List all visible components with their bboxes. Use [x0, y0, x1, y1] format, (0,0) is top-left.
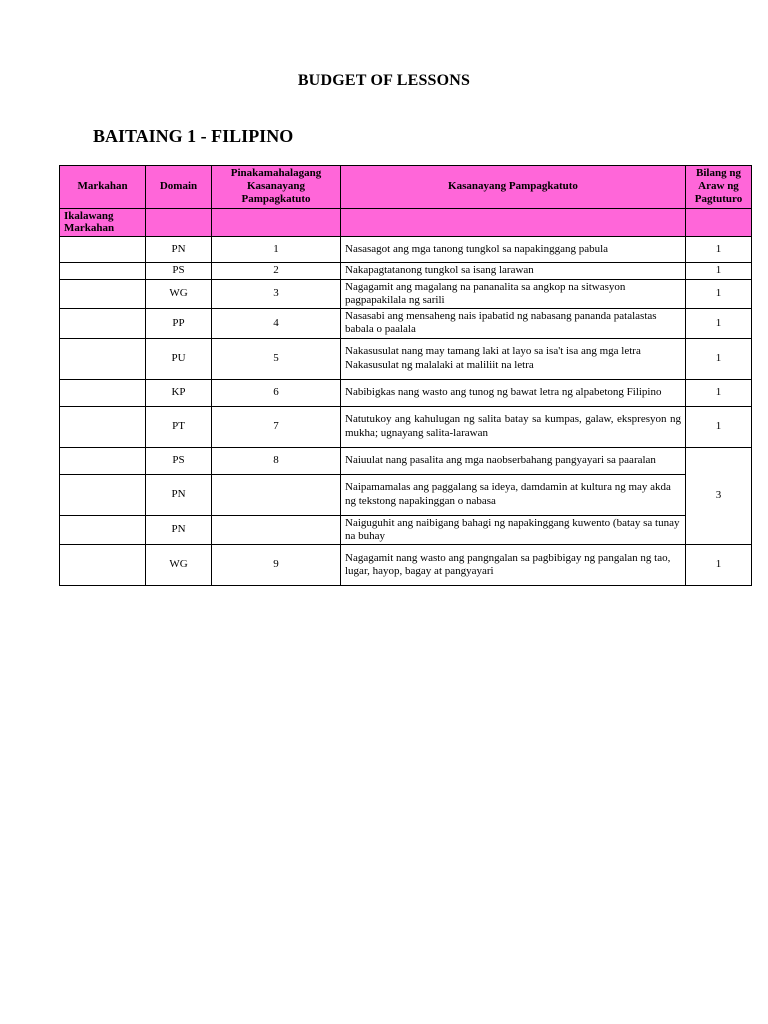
- number-cell: 6: [212, 379, 341, 406]
- quarter-empty-cell: [341, 208, 686, 236]
- number-cell: 1: [212, 236, 341, 262]
- quarter-empty-cell: [146, 208, 212, 236]
- domain-cell: PN: [146, 474, 212, 515]
- markahan-cell: [60, 279, 146, 308]
- domain-cell: PP: [146, 309, 212, 338]
- skill-cell: Natutukoy ang kahulugan ng salita batay sa kumpas, galaw, ekspresyon ng mukha; ugnayang salita-larawan: [341, 406, 686, 447]
- document-subtitle: BAITAING 1 - FILIPINO: [93, 126, 294, 146]
- days-cell: 1: [686, 406, 752, 447]
- header-domain: Domain: [146, 166, 212, 209]
- number-cell: 9: [212, 544, 341, 585]
- quarter-empty-cell: [212, 208, 341, 236]
- table-row: [60, 309, 752, 338]
- markahan-cell: [60, 515, 146, 544]
- markahan-cell: [60, 447, 146, 474]
- markahan-cell: [60, 544, 146, 585]
- domain-cell: WG: [146, 279, 212, 308]
- table-header-row: [60, 166, 752, 209]
- skill-cell: Nasasagot ang mga tanong tungkol sa napakinggang pabula: [341, 236, 686, 262]
- domain-cell: PT: [146, 406, 212, 447]
- days-cell: 1: [686, 279, 752, 308]
- table-row: [60, 515, 752, 544]
- domain-cell: PU: [146, 338, 212, 379]
- domain-cell: KP: [146, 379, 212, 406]
- markahan-cell: [60, 236, 146, 262]
- domain-cell: PS: [146, 262, 212, 279]
- table-row: [60, 279, 752, 308]
- days-cell: 1: [686, 309, 752, 338]
- markahan-cell: [60, 309, 146, 338]
- markahan-cell: [60, 474, 146, 515]
- number-cell: 5: [212, 338, 341, 379]
- markahan-cell: [60, 338, 146, 379]
- days-cell: 1: [686, 236, 752, 262]
- number-cell: 4: [212, 309, 341, 338]
- markahan-cell: [60, 262, 146, 279]
- days-cell: 1: [686, 544, 752, 585]
- domain-cell: PS: [146, 447, 212, 474]
- number-cell: 7: [212, 406, 341, 447]
- skill-cell: Nasasabi ang mensaheng nais ipabatid ng nabasang pananda patalastas babala o paalala: [341, 309, 686, 338]
- table-row: [60, 262, 752, 279]
- header-markahan: Markahan: [60, 166, 146, 209]
- table-row: [60, 338, 752, 379]
- table-row: [60, 447, 752, 474]
- number-cell: 8: [212, 447, 341, 474]
- markahan-cell: [60, 379, 146, 406]
- table-row: [60, 379, 752, 406]
- days-cell: 1: [686, 262, 752, 279]
- number-cell: 2: [212, 262, 341, 279]
- domain-cell: WG: [146, 544, 212, 585]
- table-row: [60, 406, 752, 447]
- skill-cell: Nagagamit nang wasto ang pangngalan sa pagbibigay ng pangalan ng tao, lugar, hayop, bagay at pangyayari: [341, 544, 686, 585]
- skill-cell: Naiguguhit ang naibigang bahagi ng napakinggang kuwento (batay sa tunay na buhay: [341, 515, 686, 544]
- table-row: [60, 236, 752, 262]
- document-title: BUDGET OF LESSONS: [297, 72, 471, 89]
- number-cell: 3: [212, 279, 341, 308]
- lessons-table: [59, 165, 752, 586]
- quarter-label: Ikalawang Markahan: [60, 208, 146, 236]
- domain-cell: PN: [146, 515, 212, 544]
- days-cell: 3: [686, 447, 752, 544]
- days-cell: 1: [686, 338, 752, 379]
- skill-cell: Nagagamit ang magalang na pananalita sa angkop na sitwasyon pagpapakilala ng sarili: [341, 279, 686, 308]
- markahan-cell: [60, 406, 146, 447]
- skill-cell: Nabibigkas nang wasto ang tunog ng bawat letra ng alpabetong Filipino: [341, 379, 686, 406]
- skill-cell: Nakasusulat nang may tamang laki at layo sa isa't isa ang mga letra Nakasusulat ng malalaki at maliliit na letra: [341, 338, 686, 379]
- skill-cell: Nakapagtatanong tungkol sa isang larawan: [341, 262, 686, 279]
- table-row: [60, 474, 752, 515]
- quarter-row: [60, 208, 752, 236]
- number-cell: [212, 515, 341, 544]
- header-bilang: Bilang ng Araw ng Pagtuturo: [686, 166, 752, 209]
- days-cell: 1: [686, 379, 752, 406]
- quarter-empty-cell: [686, 208, 752, 236]
- skill-cell: Naipamamalas ang paggalang sa ideya, damdamin at kultura ng may akda ng tekstong napakinggan o nabasa: [341, 474, 686, 515]
- header-kasanayan: Kasanayang Pampagkatuto: [341, 166, 686, 209]
- header-pinakamahalaga: Pinakamahalagang Kasanayang Pampagkatuto: [212, 166, 341, 209]
- table-row: [60, 544, 752, 585]
- domain-cell: PN: [146, 236, 212, 262]
- number-cell: [212, 474, 341, 515]
- skill-cell: Naiuulat nang pasalita ang mga naobserbahang pangyayari sa paaralan: [341, 447, 686, 474]
